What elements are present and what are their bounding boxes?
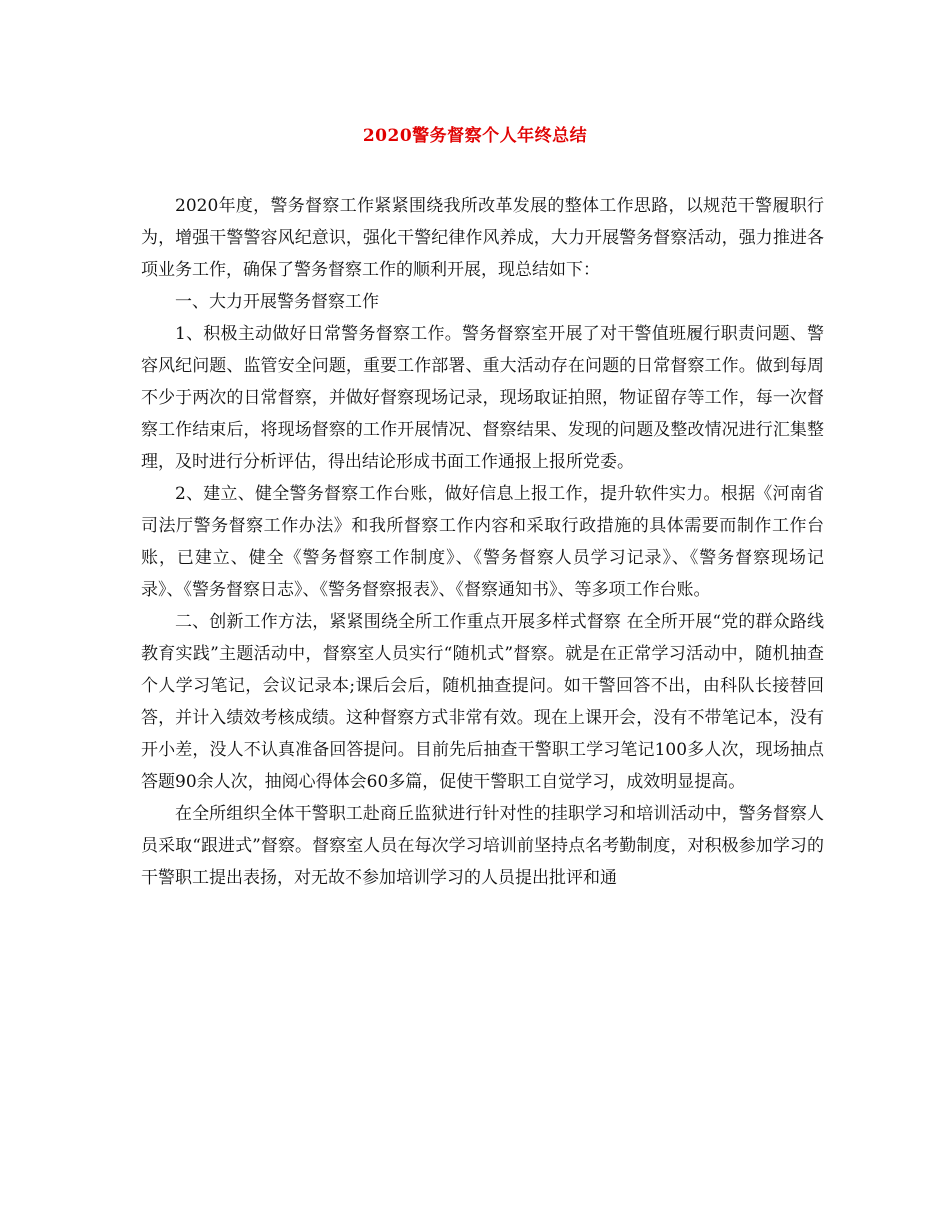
paragraph-ledger: 2、建立、健全警务督察工作台账，做好信息上报工作，提升软件实力。根据《河南省司法厅警务督察工作办法》和我所督察工作内容和采取行政措施的具体需要而制作工作台账，已建立、健全《警务督察工作制度》、《警务督察人员学习记录》、《警务督察现场记录》、《警务督察日志》、《警务督察报表》、《督察通知书》、等多项工作台账。 xyxy=(141,484,824,600)
heading-section-1: 一、大力开展警务督察工作 xyxy=(175,292,379,312)
paragraph-section-2: 二、创新工作方法，紧紧围绕全所工作重点开展多样式督察 在全所开展“党的群众路线教育实践”主题活动中，督察室人员实行“随机式”督察。就是在正常学习活动中，随机抽查个人学习笔记，会议记录本;课后会后，随机抽查提问。如干警回答不出，由科队长接替回答，并计入绩效考核成绩。这种督察方式非常有效。现在上课开会，没有不带笔记本，没有开小差，没人不认真准备回答提问。目前先后抽查干警职工学习笔记100多人次，现场抽点答题90余人次，抽阅心得体会60多篇，促使干警职工自觉学习，成效明显提高。 xyxy=(141,612,824,792)
paragraph-daily-supervision: 1、积极主动做好日常警务督察工作。警务督察室开展了对干警值班履行职责问题、警容风纪问题、监管安全问题，重要工作部署、重大活动存在问题的日常督察工作。做到每周不少于两次的日常督察，并做好督察现场记录，现场取证拍照，物证留存等工作，每一次督察工作结束后，将现场督察的工作开展情况、督察结果、发现的问题及整改情况进行汇集整理，及时进行分析评估，得出结论形成书面工作通报上报所党委。 xyxy=(141,324,824,472)
paragraph-intro: 2020年度，警务督察工作紧紧围绕我所改革发展的整体工作思路，以规范干警履职行为，增强干警警容风纪意识，强化干警纪律作风养成，大力开展警务督察活动，强力推进各项业务工作，确保了警务督察工作的顺利开展，现总结如下： xyxy=(141,196,824,280)
paragraph-training: 在全所组织全体干警职工赴商丘监狱进行针对性的挂职学习和培训活动中，警务督察人员采取“跟进式”督察。督察室人员在每次学习培训前坚持点名考勤制度，对积极参加学习的干警职工提出表扬，对无故不参加培训学习的人员提出批评和通 xyxy=(141,804,824,888)
document-title: 2020警务督察个人年终总结 xyxy=(362,126,588,146)
document-body xyxy=(141,190,824,894)
